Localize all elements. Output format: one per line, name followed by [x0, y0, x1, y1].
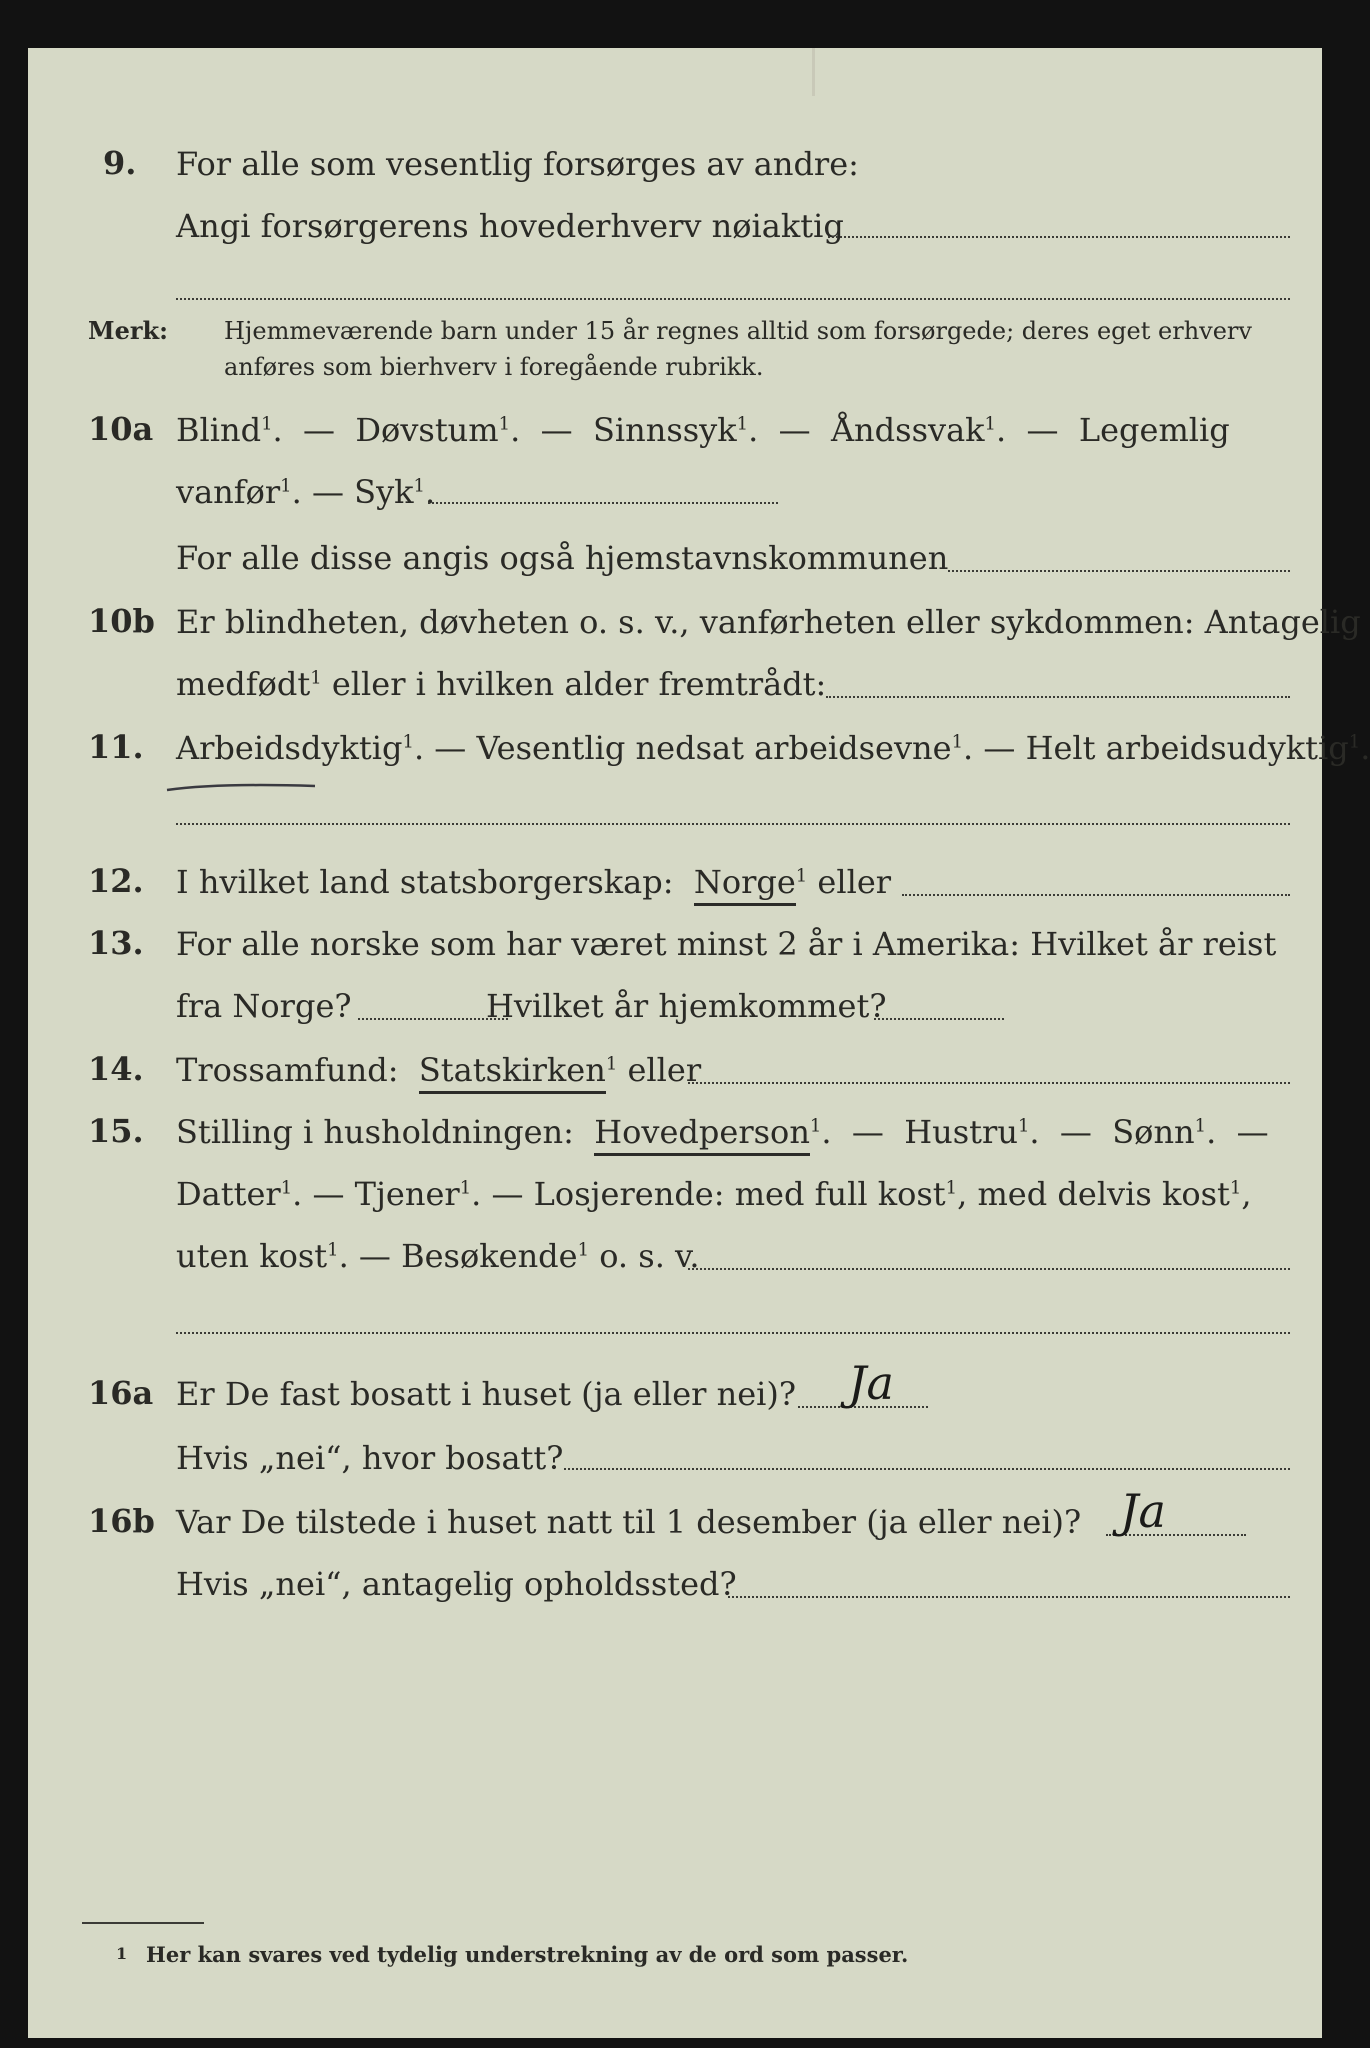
q10a-answer-line[interactable] — [428, 502, 778, 504]
q14-line: Trossamfund: Statskirken$^1$ eller — [176, 1050, 701, 1090]
merk-line2: anføres som bierhverv i foregående rubrikk. — [224, 353, 764, 381]
q9-line1: For alle som vesentlig forsørges av andre: — [176, 145, 859, 183]
opt-losjerende[interactable]: Losjerende: med full kost — [533, 1175, 946, 1213]
q15-number: 15. — [88, 1112, 144, 1150]
q16a-line2: Hvis „nei“, hvor bosatt? — [176, 1439, 564, 1477]
footnote-mark: 1 — [116, 1944, 128, 1963]
q16a-number: 16a — [88, 1374, 154, 1412]
opt-arbeidsdyktig[interactable]: Arbeidsdyktig — [176, 729, 403, 767]
q14-number: 14. — [88, 1050, 144, 1088]
opt-legemlig[interactable]: Legemlig — [1078, 411, 1230, 449]
q16b-handwritten-answer: Ja — [1120, 1484, 1166, 1538]
opt-hovedperson-underlined[interactable]: Hovedperson — [594, 1113, 810, 1156]
opt-sonn[interactable]: Sønn — [1112, 1113, 1195, 1151]
opt-statskirken-underlined[interactable]: Statskirken — [419, 1051, 606, 1094]
q15-line3: uten kost$^1$. — Besøkende$^1$ o. s. v. — [176, 1237, 700, 1275]
q11-line: Arbeidsdyktig$^1$. — Vesentlig nedsat arbeidsevne$^1$. — Helt arbeidsudyktig$^1$. — [176, 729, 1370, 767]
q10a-line3: For alle disse angis også hjemstavnskommunen — [176, 539, 949, 577]
q9-line2: Angi forsørgerens hovederhverv nøiaktig — [176, 207, 844, 245]
q16b-line2: Hvis „nei“, antagelig opholdssted? — [176, 1565, 737, 1603]
opt-dovstum[interactable]: Døvstum — [355, 411, 499, 449]
q10b-line2: medfødt$^1$ eller i hvilken alder fremtrådt: — [176, 665, 827, 703]
q10a-number: 10a — [88, 410, 154, 448]
q15-answer-line-2[interactable] — [176, 1332, 1290, 1334]
footnote-text: Her kan svares ved tydelig understrekning av de ord som passer. — [146, 1942, 909, 1967]
q12-answer-line[interactable] — [902, 894, 1290, 896]
opt-udyktig[interactable]: Helt arbeidsudyktig — [1025, 729, 1349, 767]
q15-line2: Datter$^1$. — Tjener$^1$. — Losjerende: med full kost$^1$, med delvis kost$^1$, — [176, 1175, 1252, 1213]
opt-blind[interactable]: Blind — [176, 411, 262, 449]
census-form-page — [28, 48, 1370, 2038]
q16a-handwritten-answer: Ja — [848, 1356, 894, 1410]
q9-answer-line-2[interactable] — [176, 298, 1290, 300]
opt-norge-underlined[interactable]: Norge — [694, 863, 796, 906]
q15-line1: Stilling i husholdningen: Hovedperson$^1$. — Hustru$^1$. — Sønn$^1$. — — [176, 1112, 1269, 1152]
q10a-line1: Blind$^1$. — Døvstum$^1$. — Sinnssyk$^1$. — Åndssvak$^1$. — Legemlig — [176, 411, 1230, 449]
q13-number: 13. — [88, 924, 144, 962]
q13-line2a: fra Norge? — [176, 987, 352, 1025]
opt-nedsat[interactable]: Vesentlig nedsat arbeidsevne — [476, 729, 952, 767]
opt-andssvak[interactable]: Åndssvak — [830, 411, 985, 449]
merk-label: Merk: — [88, 316, 168, 345]
q16b-line1: Var De tilstede i huset natt til 1 desember (ja eller nei)? — [176, 1503, 1082, 1541]
opt-sinnssyk[interactable]: Sinnssyk — [592, 411, 737, 449]
page-edge-mark — [812, 48, 815, 96]
q12-number: 12. — [88, 862, 144, 900]
opt-hustru[interactable]: Hustru — [904, 1113, 1018, 1151]
q12-line: I hvilket land statsborgerskap: Norge$^1$ eller — [176, 862, 891, 902]
q16a-bosatt-line[interactable] — [564, 1468, 1290, 1470]
opt-delvis[interactable]: med delvis kost — [977, 1175, 1230, 1213]
q13-line2b: Hvilket år hjemkommet? — [486, 987, 887, 1025]
merk-line1: Hjemmeværende barn under 15 år regnes alltid som forsørgede; deres eget erhverv — [224, 317, 1252, 345]
q16b-opholdssted-line[interactable] — [728, 1596, 1290, 1598]
q13-hjemkommet-line[interactable] — [874, 1018, 1004, 1020]
q9-number: 9. — [103, 144, 137, 182]
q16a-line1: Er De fast bosatt i huset (ja eller nei)? — [176, 1375, 797, 1413]
opt-medfodt[interactable]: medfødt — [176, 665, 311, 703]
opt-datter[interactable]: Datter — [176, 1175, 281, 1213]
q10a-line2: vanfør$^1$. — Syk$^1$. — [176, 473, 436, 511]
q9-answer-line[interactable] — [828, 236, 1290, 238]
q13-line1: For alle norske som har været minst 2 år i Amerika: Hvilket år reist — [176, 925, 1277, 963]
q16b-number: 16b — [88, 1502, 155, 1540]
opt-uten-kost[interactable]: uten kost — [176, 1237, 328, 1275]
q10b-answer-line[interactable] — [826, 696, 1290, 698]
opt-syk[interactable]: Syk — [354, 473, 414, 511]
q10b-number: 10b — [88, 602, 155, 640]
q10a-hometown-line[interactable] — [948, 570, 1290, 572]
q11-answer-line[interactable] — [176, 823, 1290, 825]
handwritten-underline-mark — [163, 781, 323, 795]
q14-answer-line[interactable] — [688, 1082, 1290, 1084]
opt-vanfor[interactable]: vanfør — [176, 473, 281, 511]
footnote-rule — [82, 1922, 204, 1924]
q11-number: 11. — [88, 728, 144, 766]
opt-tjener[interactable]: Tjener — [354, 1175, 460, 1213]
q15-answer-line[interactable] — [688, 1268, 1290, 1270]
q10b-line1: Er blindheten, døvheten o. s. v., vanførheten eller sykdommen: Antagelig — [176, 603, 1361, 641]
opt-besokende[interactable]: Besøkende — [401, 1237, 578, 1275]
